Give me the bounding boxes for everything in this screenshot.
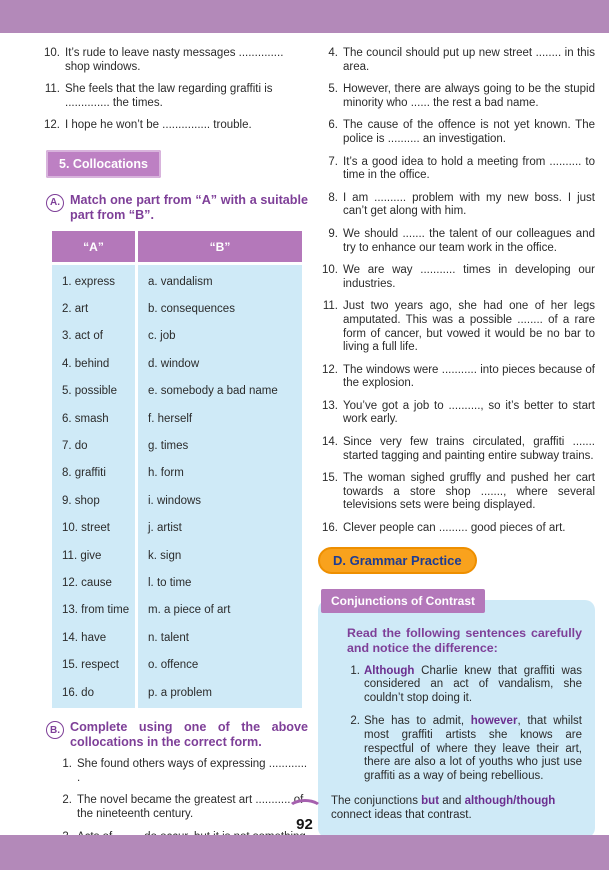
item-number: 6.: [328, 119, 338, 132]
table-cell-b: k. sign: [148, 549, 182, 562]
table-column-a: [52, 265, 135, 708]
table-cell-a: 2. art: [62, 303, 89, 316]
exercise-item: [318, 264, 595, 291]
example-text: [364, 715, 582, 784]
table-cell-a: 5. possible: [62, 385, 117, 398]
table-cell-b: g. times: [148, 440, 189, 452]
item-text: We are way ........... times in developing our industries.: [343, 264, 595, 290]
example-item: [347, 715, 582, 784]
table-cell-b: j. artist: [148, 522, 182, 535]
exercise-item: [40, 47, 308, 74]
table-cell-a: 4. behind: [62, 357, 110, 370]
table-header-b: “B”: [138, 231, 302, 262]
item-text: It’s rude to leave nasty messages .............. shop windows.: [65, 47, 284, 73]
item-number: 15.: [322, 472, 338, 485]
exercise-item: [318, 47, 595, 74]
exercise-item: [318, 400, 595, 427]
item-text: It’s a good idea to hold a meeting from .......... to time in the office.: [343, 155, 595, 182]
part-a-circle: A.: [46, 194, 64, 212]
item-text: The windows were ........... into pieces because of the explosion.: [343, 363, 595, 390]
item-number: 1.: [62, 758, 72, 771]
item-number: 7.: [328, 155, 338, 168]
exercise-item: [318, 364, 595, 391]
table-cell-b: a. vandalism: [148, 275, 213, 288]
right-column: [318, 47, 595, 835]
left-column: [40, 47, 308, 835]
table-cell-a: 16. do: [62, 686, 94, 699]
example-pre: She has to admit,: [364, 715, 471, 728]
part-a-heading: [46, 193, 308, 223]
note-mid: and: [439, 795, 465, 807]
table-cell-a: 14. have: [62, 631, 107, 644]
table-cell-a: 12. cause: [62, 576, 112, 589]
item-number: 1.: [350, 664, 360, 677]
item-number: 11.: [44, 83, 60, 96]
item-number: 2.: [350, 715, 360, 728]
item-text: We should ....... the talent of our colleagues and try to enhance our team work in the office.: [343, 227, 595, 254]
item-text: She feels that the law regarding graffiti is .............. the times.: [65, 83, 273, 109]
exercise-item: [318, 522, 595, 536]
page-number: 92: [296, 816, 313, 833]
item-text: The woman sighed gruffly and pushed her cart towards a store shop ......., where several televisions sets were being displayed.: [343, 472, 595, 512]
table-cell-b: m. a piece of art: [148, 604, 231, 617]
note-pre: The conjunctions: [331, 795, 422, 807]
item-number: 11.: [322, 300, 338, 313]
table-cell-b: e. somebody a bad name: [148, 385, 278, 398]
exercise-item: [318, 83, 595, 110]
table-cell-a: 15. respect: [62, 659, 119, 672]
box-intro: Read the following sentences carefully and notice the difference:: [347, 625, 582, 655]
exercise-item: [318, 192, 595, 219]
note-post: connect ideas that contrast.: [331, 809, 472, 821]
table-cell-b: n. talent: [148, 631, 189, 644]
table-cell-a: 9. shop: [62, 494, 100, 507]
note-bold-but: but: [421, 795, 440, 807]
grammar-practice-badge: D. Grammar Practice: [318, 547, 477, 574]
table-cell-a: 6. smash: [62, 412, 109, 425]
item-text: Clever people can ......... good pieces of art.: [343, 522, 566, 535]
item-number: 2.: [62, 794, 72, 807]
item-number: 14.: [322, 436, 338, 449]
item-text: The council should put up new street ........ in this area.: [343, 47, 595, 73]
table-cell-a: 7. do: [62, 440, 88, 452]
item-number: 5.: [328, 83, 338, 96]
example-item: [347, 665, 582, 706]
part-a-title: Match one part from “A” with a suitable part from “B”.: [70, 192, 308, 222]
table-header-a: “A”: [52, 231, 135, 262]
item-number: 12.: [44, 119, 60, 132]
table-cell-b: o. offence: [148, 659, 199, 672]
exercise-item: [58, 794, 308, 821]
item-number: 4.: [328, 47, 338, 59]
table-cell-b: p. a problem: [148, 686, 212, 699]
top-border-bar: [0, 0, 609, 33]
table-cell-b: b. consequences: [148, 303, 235, 316]
box-note: [331, 794, 582, 822]
example-bold-word: however: [470, 715, 518, 728]
table-cell-b: d. window: [148, 357, 200, 370]
example-bold-word: Although: [364, 664, 415, 677]
table-cell-a: 13. from time: [62, 604, 130, 617]
table-cell-b: h. form: [148, 467, 184, 480]
table-cell-b: c. job: [148, 330, 176, 343]
example-post: , that whilst most graffiti artists she knows are respectful of where they leave their art, there are also a lot of youths who just use graffiti as a way of being rebellious.: [364, 715, 582, 783]
item-number: 12.: [322, 363, 338, 376]
item-number: 16.: [322, 522, 338, 535]
bottom-border-bar: [0, 835, 609, 870]
page-content: [0, 33, 609, 835]
item-text: I hope he won’t be ............... trouble.: [65, 119, 252, 132]
table-cell-a: 8. graffiti: [62, 467, 106, 480]
item-text: However, there are always going to be the stupid minority who ...... the rest a bad name.: [343, 83, 595, 109]
item-text: She found others ways of expressing ............ .: [77, 758, 308, 784]
exercise-item: [40, 83, 308, 110]
exercise-item: [318, 436, 595, 463]
item-text: You’ve got a job to .........., so it’s better to start work early.: [343, 399, 595, 426]
item-text: Just two years ago, she had one of her legs amputated. This was a possible ........ of a rare form of cancer, but vowed it would be no bar to living a full life.: [343, 300, 595, 354]
conjunctions-of-contrast-box: [318, 593, 595, 838]
item-text: I am .......... problem with my new boss. I just can’t get along with him.: [343, 191, 595, 218]
item-text: The cause of the offence is not yet known. The police is .......... an investigation.: [343, 119, 595, 145]
table-cell-a: 1. express: [62, 275, 116, 288]
example-text: [364, 665, 582, 706]
item-number: 8.: [328, 191, 338, 204]
item-text: The novel became the greatest art ........... of the nineteenth century.: [77, 794, 304, 820]
item-text: Since very few trains circulated, graffiti ....... started tagging and painting entire subway trains.: [343, 436, 595, 462]
part-b-circle: B.: [46, 721, 64, 739]
item-number: 13.: [322, 399, 338, 412]
exercise-item: [318, 300, 595, 354]
exercise-item: [58, 758, 308, 785]
part-b-title: Complete using one of the above collocations in the correct form.: [70, 720, 308, 750]
table-cell-a: 3. act of: [62, 330, 103, 343]
table-cell-b: l. to time: [148, 576, 192, 589]
note-bold-although: although/though: [464, 795, 556, 807]
item-number: 10.: [44, 47, 60, 59]
exercise-item: [318, 119, 595, 146]
item-number: 10.: [322, 264, 338, 277]
table-column-b: [138, 265, 302, 708]
table-cell-a: 11. give: [62, 549, 102, 562]
section-collocations-badge: 5. Collocations: [46, 150, 161, 178]
table-cell-a: 10. street: [62, 522, 110, 535]
exercise-item: [40, 119, 308, 133]
collocations-match-table: [52, 231, 308, 708]
exercise-item: [318, 472, 595, 513]
part-b-heading: [46, 720, 308, 750]
table-cell-b: i. windows: [148, 494, 202, 507]
exercise-item: [318, 228, 595, 255]
exercise-item: [318, 156, 595, 183]
example-post: Charlie knew that graffiti was considered an act of vandalism, she couldn’t stop doing it.: [364, 664, 582, 705]
table-cell-b: f. herself: [148, 412, 193, 425]
item-number: 9.: [328, 227, 338, 240]
box-title: Conjunctions of Contrast: [321, 589, 485, 613]
